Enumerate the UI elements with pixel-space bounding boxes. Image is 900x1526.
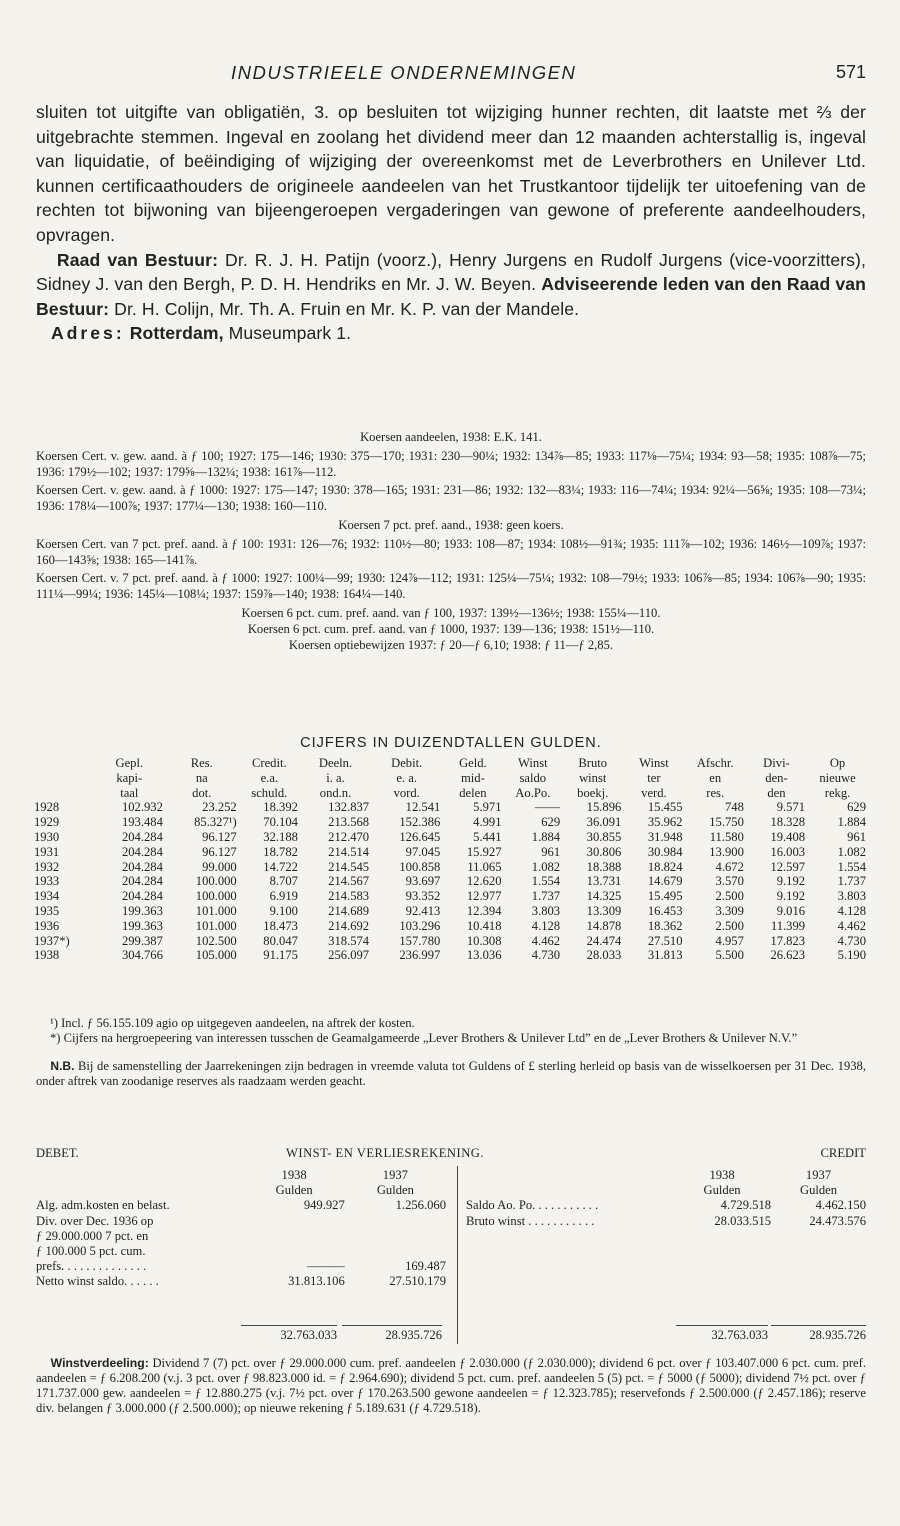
value-cell: 93.697	[405, 874, 441, 889]
value-cell: 4.672	[715, 859, 744, 874]
value-cell: 961	[541, 844, 561, 859]
debet-value	[345, 1244, 446, 1259]
debet-unit-heading: Gulden	[275, 1183, 313, 1198]
value-cell: 23.252	[202, 800, 237, 815]
debet-total-1938: 32.763.033	[241, 1325, 337, 1343]
address-line	[36, 321, 866, 346]
debet-label: DEBET.	[36, 1146, 79, 1160]
cijfers-header-cell: na	[195, 770, 208, 785]
value-cell: 102.500	[195, 933, 237, 948]
value-cell: 30.855	[586, 829, 622, 844]
footnote-1: ¹) Incl. ƒ 56.155.109 agio op uitgegeven aandeelen, na aftrek der kosten.	[50, 1016, 415, 1030]
value-cell: 2.500	[715, 889, 744, 904]
value-cell: 199.363	[121, 918, 163, 933]
cijfers-header-cell: Op	[829, 756, 846, 770]
credit-value: 28.033.515	[714, 1213, 772, 1228]
value-cell: 3.309	[715, 903, 744, 918]
value-cell: 157.780	[399, 933, 441, 948]
cijfers-header-cell: saldo	[519, 770, 547, 785]
winstverdeeling	[36, 1356, 866, 1416]
debet-value: 31.813.106	[288, 1274, 345, 1289]
debet-row	[36, 1214, 446, 1229]
footnote-2: *) Cijfers na hergroepeering van interessen tusschen de Geamalgameerde „Lever Brothers & Unilever Ltd” en de „Lever Brothers & Unilever N.V.”	[50, 1031, 798, 1045]
debet-value: 1.256.060	[395, 1198, 446, 1213]
value-cell: 1.082	[531, 859, 561, 874]
debet-label: prefs. . . . . . . . . . . . . .	[36, 1259, 147, 1274]
value-cell: 318.574	[328, 933, 370, 948]
value-cell: 4.957	[715, 933, 744, 948]
value-cell: 4.991	[473, 815, 502, 830]
cijfers-header-cell: rekg.	[824, 785, 851, 800]
value-cell: 4.462	[531, 933, 561, 948]
value-cell: 1.737	[531, 889, 561, 904]
value-cell: 14.722	[263, 859, 298, 874]
debet-value	[345, 1214, 446, 1229]
value-cell: 18.388	[586, 859, 622, 874]
koers-aandeelen: Koersen aandeelen, 1938: E.K. 141.	[360, 430, 542, 444]
value-cell: 199.363	[121, 903, 163, 918]
value-cell: 13.036	[466, 948, 502, 963]
table-row	[34, 860, 868, 875]
cijfers-header-cell: taal	[120, 785, 139, 800]
value-cell: 13.900	[709, 844, 744, 859]
value-cell: 101.000	[195, 918, 237, 933]
value-cell: 14.878	[586, 918, 622, 933]
value-cell: 30.806	[586, 844, 622, 859]
value-cell: 304.766	[121, 948, 163, 963]
cijfers-header-cell: verd.	[641, 785, 667, 800]
koers-optiebewijzen: Koersen optiebewijzen 1937: ƒ 20—ƒ 6,10; 1938: ƒ 11—ƒ 2,85.	[288, 637, 614, 652]
value-cell: 15.750	[709, 815, 744, 830]
year-cell: 1934	[34, 889, 60, 904]
cijfers-header-cell: Deeln.	[318, 756, 353, 770]
value-cell: 8.707	[269, 874, 298, 889]
value-cell: 13.309	[586, 903, 622, 918]
cijfers-header-cell: Winst	[518, 756, 548, 770]
value-cell: 213.568	[328, 815, 370, 830]
value-cell: 31.948	[647, 829, 683, 844]
cijfers-header-cell: e.a.	[260, 770, 279, 785]
value-cell: 629	[847, 800, 866, 815]
board-paragraph	[36, 248, 866, 322]
winstverdeeling-label: Winstverdeeling:	[50, 1356, 149, 1370]
value-cell: 126.645	[399, 829, 441, 844]
adres-street: Museumpark 1.	[228, 323, 352, 344]
value-cell: 204.284	[121, 859, 163, 874]
table-row	[34, 815, 868, 830]
value-cell: 204.284	[121, 844, 163, 859]
debet-label: Alg. adm.kosten en belast.	[36, 1198, 170, 1213]
cijfers-title: CIJFERS IN DUIZENDTALLEN GULDEN.	[300, 735, 602, 751]
value-cell: 11.065	[467, 859, 502, 874]
credit-row	[466, 1198, 866, 1213]
cijfers-table	[34, 756, 868, 963]
value-cell: 30.984	[647, 844, 683, 859]
credit-year-heading: 1938	[709, 1168, 735, 1182]
adres-city: Rotterdam,	[129, 323, 224, 344]
credit-unit-row	[466, 1183, 866, 1198]
table-row	[34, 800, 868, 815]
debet-value	[244, 1214, 345, 1229]
cijfers-header-cell: delen	[459, 785, 487, 800]
year-cell: 1928	[34, 800, 60, 815]
value-cell: 4.128	[531, 918, 561, 933]
cijfers-header-row	[34, 756, 868, 771]
credit-table	[466, 1168, 866, 1229]
value-cell: 96.127	[202, 844, 237, 859]
debet-value: ———	[306, 1259, 345, 1274]
cijfers-header-cell: Debit.	[391, 756, 423, 770]
value-cell: 12.541	[405, 800, 441, 815]
company-description	[36, 100, 866, 346]
year-cell: 1937*)	[34, 933, 70, 948]
nb-note	[36, 1059, 866, 1089]
cijfers-header-cell: Afschr.	[696, 756, 734, 770]
value-cell: 15.455	[647, 800, 683, 815]
value-cell: 99.000	[202, 859, 237, 874]
year-cell: 1935	[34, 903, 60, 918]
debet-value	[244, 1244, 345, 1259]
cijfers-header-cell: Winst	[639, 756, 669, 770]
credit-unit-heading: Gulden	[799, 1183, 838, 1198]
value-cell: 961	[847, 829, 866, 844]
cijfers-header-cell: Divi-	[763, 756, 790, 770]
value-cell: 18.473	[263, 918, 298, 933]
cijfers-header-cell: e. a.	[396, 770, 418, 785]
cijfers-header-cell	[34, 771, 94, 786]
year-cell: 1933	[34, 874, 60, 889]
value-cell: 1.737	[837, 874, 866, 889]
value-cell: 204.284	[121, 874, 163, 889]
debet-unit-row	[36, 1183, 446, 1198]
value-cell: 1.884	[837, 815, 866, 830]
spacer	[466, 1183, 673, 1198]
winstverdeeling-text: Dividend 7 (7) pct. over ƒ 29.000.000 cum. pref. aandeelen ƒ 2.030.000 (ƒ 2.030.000); dividend 6 pct. over ƒ 103.407.000 6 pct. cum. pref. aandeelen = ƒ 6.208.200 (v.j. 3 pct. over ƒ 98.823.000 id. = ƒ 2.964.690); dividend 5 pct. cum. pref. aandeelen 5 (5) pct. = ƒ 5000 (ƒ 5000); dividend 7½ pct. over ƒ 171.737.000 gew. aandeelen = ƒ 12.880.275 (v.j. 7½ pct. over ƒ 170.263.500 gewone aandeelen = ƒ 12.323.785); reservefonds ƒ 2.500.000 (ƒ 2.457.186); reserve div. belangen ƒ 3.000.000 (ƒ 2.500.000); op nieuwe rekening ƒ 5.189.631 (ƒ 4.729.518).	[36, 1356, 866, 1415]
koers-cert-7pct-1000: Koersen Cert. v. 7 pct. pref. aand. à ƒ 1000: 1927: 100¼—99; 1930: 124⅞—112; 1931: 125¼—75¼; 1932: 108—79½; 1933: 106⅞—85; 1934: 106⅞—90; 1935: 111¼—99¼; 1936: 145¼—108¼; 1937: 159⅞—140; 1938: 164¼—140.	[36, 571, 866, 602]
value-cell: 16.453	[647, 903, 683, 918]
credit-total-1937: 28.935.726	[771, 1325, 866, 1343]
cijfers-header-cell: boekj.	[577, 785, 609, 800]
value-cell: 92.413	[405, 903, 441, 918]
value-cell: 12.394	[466, 903, 502, 918]
year-cell: 1930	[34, 829, 60, 844]
credit-row	[466, 1214, 866, 1229]
value-cell: 32.188	[263, 829, 298, 844]
value-cell: 3.803	[531, 903, 561, 918]
value-cell: 204.284	[121, 889, 163, 904]
spacer	[36, 1168, 244, 1183]
cijfers-header-cell: schuld.	[251, 785, 288, 800]
value-cell: 629	[541, 815, 561, 830]
cijfers-header-cell: den-	[765, 770, 788, 785]
value-cell: 10.418	[466, 918, 502, 933]
credit-value: 24.473.576	[809, 1213, 866, 1228]
cijfers-header-cell: Credit.	[252, 756, 287, 770]
cijfers-header-cell: mid-	[461, 770, 485, 785]
value-cell: 9.192	[776, 874, 806, 889]
koers-6pct-1000: Koersen 6 pct. cum. pref. aand. van ƒ 1000, 1937: 139—136; 1938: 151½—110.	[247, 621, 655, 636]
value-cell: 36.091	[586, 815, 622, 830]
debet-year-heading: 1938	[281, 1168, 307, 1182]
value-cell: 97.045	[405, 844, 441, 859]
value-cell: 9.016	[776, 903, 806, 918]
value-cell: 96.127	[202, 829, 237, 844]
value-cell: 19.408	[770, 829, 806, 844]
cijfers-header-cell: i. a.	[326, 770, 345, 785]
value-cell: 70.104	[263, 815, 298, 830]
raad-text: Dr. R. J. H. Patijn (voorz.), Henry Jurgens en Rudolf Jurgens (vice-voorzitters), Sidney J. van den Bergh, P. D. H. Hendriks en Mr. J. W. Beyen.	[36, 249, 867, 295]
value-cell: 80.047	[263, 933, 298, 948]
credit-value: 4.729.518	[720, 1198, 772, 1213]
cijfers-header-cell: kapi-	[116, 770, 143, 785]
spacer	[36, 1183, 244, 1198]
koers-cert-gew-100: Koersen Cert. v. gew. aand. à ƒ 100; 1927: 175—146; 1930: 375—170; 1931: 230—90¼; 1932: 134⅞—85; 1933: 117⅛—75¼; 1934: 93—58; 1935: 108⅞—75; 1936: 179½—102; 1937: 179⅝—132¼; 1938: 161⅞—112.	[36, 448, 866, 479]
value-cell: 132.837	[328, 800, 370, 815]
year-cell: 1932	[34, 859, 60, 874]
value-cell: 5.190	[837, 948, 866, 963]
value-cell: 3.803	[837, 889, 866, 904]
cijfers-header-cell: nieuwe	[819, 770, 856, 785]
adres-label: Adres:	[50, 323, 125, 344]
value-cell: 214.514	[328, 844, 370, 859]
cijfers-header-cell: Gepl.	[115, 756, 144, 770]
page-number: 571	[835, 62, 866, 82]
cijfers-header-cell: winst	[579, 770, 607, 785]
value-cell: 100.000	[195, 889, 237, 904]
credit-unit-heading: Gulden	[703, 1183, 741, 1198]
value-cell: 15.495	[647, 889, 683, 904]
value-cell: 4.128	[837, 903, 866, 918]
value-cell: 9.100	[269, 903, 298, 918]
value-cell: 11.399	[770, 918, 806, 933]
koersen-block	[36, 430, 866, 653]
value-cell: 193.484	[121, 815, 163, 830]
value-cell: 12.597	[770, 859, 806, 874]
value-cell: 18.362	[647, 918, 683, 933]
debet-row	[36, 1274, 446, 1289]
value-cell: 17.823	[770, 933, 806, 948]
year-cell: 1931	[34, 844, 60, 859]
value-cell: 105.000	[195, 948, 237, 963]
value-cell: 15.896	[586, 800, 622, 815]
value-cell: 4.730	[531, 948, 561, 963]
value-cell: 2.500	[715, 918, 744, 933]
cijfers-header-cell: dot.	[192, 785, 212, 800]
table-row	[34, 845, 868, 860]
debet-row	[36, 1259, 446, 1274]
credit-total-1938: 32.763.033	[676, 1325, 768, 1343]
table-row	[34, 948, 868, 963]
debet-label: ƒ 100.000 5 pct. cum.	[36, 1244, 146, 1259]
value-cell: 26.623	[770, 948, 806, 963]
credit-label: Bruto winst . . . . . . . . . . .	[466, 1213, 595, 1228]
cijfers-header-cell: Geld.	[459, 756, 487, 770]
cijfers-header-cell	[34, 756, 94, 771]
debet-value: 949.927	[303, 1198, 345, 1213]
value-cell: 35.962	[647, 815, 683, 830]
credit-label: Saldo Ao. Po. . . . . . . . . . .	[466, 1198, 599, 1213]
value-cell: 28.033	[586, 948, 622, 963]
value-cell: 236.997	[399, 948, 441, 963]
debet-unit-heading: Gulden	[376, 1183, 414, 1198]
value-cell: 3.570	[715, 874, 744, 889]
adviseerende-text: Dr. H. Colijn, Mr. Th. A. Fruin en Mr. K. P. van der Mandele.	[114, 298, 580, 319]
value-cell: 14.325	[586, 889, 622, 904]
value-cell: 9.571	[776, 800, 806, 815]
value-cell: 102.932	[121, 800, 163, 815]
value-cell: 9.192	[776, 889, 806, 904]
value-cell: 6.919	[269, 889, 298, 904]
footnotes	[36, 1016, 866, 1089]
value-cell: 214.567	[328, 874, 370, 889]
koers-7pct-pref: Koersen 7 pct. pref. aand., 1938: geen koers.	[338, 517, 564, 532]
debet-table	[36, 1168, 446, 1290]
value-cell: 100.858	[399, 859, 441, 874]
value-cell: 31.813	[647, 948, 683, 963]
running-header	[36, 62, 866, 88]
cijfers-header-row	[34, 786, 868, 801]
table-row	[34, 889, 868, 904]
debet-year-row	[36, 1168, 446, 1183]
koers-cert-7pct-100: Koersen Cert. van 7 pct. pref. aand. à ƒ 100: 1931: 126—76; 1932: 110½—80; 1933: 108—87; 1934: 108½—91¾; 1935: 111⅞—102; 1936: 146½—109⅞; 1937: 160—143⅝; 1938: 165—141⅞.	[36, 536, 866, 567]
value-cell: ——	[534, 800, 561, 815]
credit-label: CREDIT	[820, 1146, 866, 1160]
column-divider	[457, 1166, 458, 1344]
value-cell: 27.510	[647, 933, 683, 948]
nb-label: N.B.	[50, 1059, 75, 1073]
value-cell: 16.003	[770, 844, 806, 859]
cijfers-header-cell: Res.	[190, 756, 213, 770]
cijfers-header-cell: Bruto	[578, 756, 608, 770]
koers-6pct-100: Koersen 6 pct. cum. pref. aand. van ƒ 100, 1937: 139½—136½; 1938: 155¼—110.	[241, 605, 661, 620]
value-cell: 13.731	[586, 874, 622, 889]
value-cell: 11.580	[709, 829, 744, 844]
value-cell: 15.927	[466, 844, 502, 859]
value-cell: 5.971	[473, 800, 502, 815]
winst-verlies-rekening	[36, 1146, 866, 1346]
cijfers-header-cell: ter	[647, 770, 661, 785]
value-cell: 24.474	[586, 933, 622, 948]
table-row	[34, 904, 868, 919]
cijfers-header-cell: Ao.Po.	[515, 785, 551, 800]
value-cell: 214.689	[328, 903, 370, 918]
debet-label: Netto winst saldo. . . . . .	[36, 1274, 159, 1289]
year-cell: 1938	[34, 948, 60, 963]
debet-value: 169.487	[405, 1259, 446, 1274]
value-cell: 299.387	[121, 933, 163, 948]
cijfers-header-cell: en	[709, 770, 722, 785]
value-cell: 18.392	[263, 800, 298, 815]
table-row	[34, 934, 868, 949]
wv-title: WINST- EN VERLIESREKENING.	[286, 1146, 485, 1160]
debet-value	[345, 1229, 446, 1244]
value-cell: 101.000	[195, 903, 237, 918]
value-cell: 103.296	[399, 918, 441, 933]
value-cell: 5.441	[473, 829, 502, 844]
value-cell: 12.977	[466, 889, 502, 904]
value-cell: 748	[724, 800, 744, 815]
cijfers-header-cell	[34, 786, 94, 801]
cijfers-header-cell: res.	[706, 785, 725, 800]
value-cell: 152.386	[399, 815, 441, 830]
credit-value: 4.462.150	[815, 1198, 866, 1213]
value-cell: 1.554	[837, 859, 866, 874]
cijfers-header-cell: den	[767, 785, 786, 800]
value-cell: 256.097	[328, 948, 370, 963]
cijfers-header-cell: vord.	[393, 785, 420, 800]
value-cell: 18.782	[263, 844, 298, 859]
debet-label: Div. over Dec. 1936 op	[36, 1213, 154, 1228]
adviseerende-label: Adviseerende leden van den Raad van Bestuur:	[36, 274, 867, 319]
value-cell: 5.500	[715, 948, 744, 963]
value-cell: 1.554	[531, 874, 561, 889]
credit-year-heading: 1937	[805, 1168, 832, 1182]
value-cell: 100.000	[195, 874, 237, 889]
credit-year-row	[466, 1168, 866, 1183]
value-cell: 93.352	[405, 889, 441, 904]
debet-label: ƒ 29.000.000 7 pct. en	[36, 1228, 149, 1243]
value-cell: 1.082	[837, 844, 866, 859]
raad-label: Raad van Bestuur:	[56, 249, 219, 270]
nb-text: Bij de samenstelling der Jaarrekeningen zijn bedragen in vreemde valuta tot Guldens of £ sterling herleid op basis van de wisselkoersen per 31 Dec. 1938, onder aftrek van zoodanige reserves als raadzaam werden geacht.	[36, 1059, 867, 1088]
value-cell: 214.692	[328, 918, 370, 933]
value-cell: 18.824	[647, 859, 683, 874]
table-row	[34, 874, 868, 889]
debet-row	[36, 1244, 446, 1259]
year-cell: 1929	[34, 815, 60, 830]
value-cell: 18.328	[770, 815, 806, 830]
value-cell: 12.620	[466, 874, 502, 889]
value-cell: 4.462	[837, 918, 866, 933]
debet-row	[36, 1198, 446, 1213]
value-cell: 14.679	[647, 874, 683, 889]
value-cell: 4.730	[837, 933, 866, 948]
value-cell: 212.470	[328, 829, 370, 844]
cijfers-header-row	[34, 771, 868, 786]
value-cell: 214.583	[328, 889, 370, 904]
debet-year-heading: 1937	[382, 1168, 408, 1182]
page-title: INDUSTRIEELE ONDERNEMINGEN	[231, 62, 577, 83]
year-cell: 1936	[34, 918, 60, 933]
debet-total-1937: 28.935.726	[342, 1325, 442, 1343]
debet-value	[244, 1229, 345, 1244]
value-cell: 10.308	[466, 933, 502, 948]
spacer	[466, 1168, 673, 1183]
intro-paragraph: sluiten tot uitgifte van obligatiën, 3. op besluiten tot wijziging hunner rechten, dit laatste met ⅔ der uitgebrachte stemmen. Ingeval en zoolang het dividend meer dan 12 maanden achterstallig is, ingeval van liquidatie, of beëindiging of wijziging der overeenkomst met de Leverbrothers en Unilever Ltd. kunnen certificaathouders de origineele aandeelen van het Trustkantoor tijdelijk ter uitoefening van de rechten tot bijwoning van bijeengeroepen vergaderingen van gewone of preferente aandeelhouders, opvragen.	[36, 102, 866, 245]
value-cell: 91.175	[263, 948, 298, 963]
table-row	[34, 919, 868, 934]
value-cell: 85.327¹)	[194, 815, 237, 830]
koers-cert-gew-1000: Koersen Cert. v. gew. aand. à ƒ 1000: 1927: 175—147; 1930: 378—165; 1931: 231—86; 1932: 132—83¼; 1933: 116—74¼; 1934: 92¼—56⅝; 1935: 108—73¼; 1936: 178¼—100⅞; 1937: 177¼—130; 1938: 160—110.	[36, 483, 866, 514]
debet-value: 27.510.179	[389, 1274, 446, 1289]
value-cell: 214.545	[328, 859, 370, 874]
debet-row	[36, 1229, 446, 1244]
table-row	[34, 830, 868, 845]
value-cell: 204.284	[121, 829, 163, 844]
cijfers-header-cell: ond.n.	[319, 785, 352, 800]
value-cell: 1.884	[531, 829, 561, 844]
